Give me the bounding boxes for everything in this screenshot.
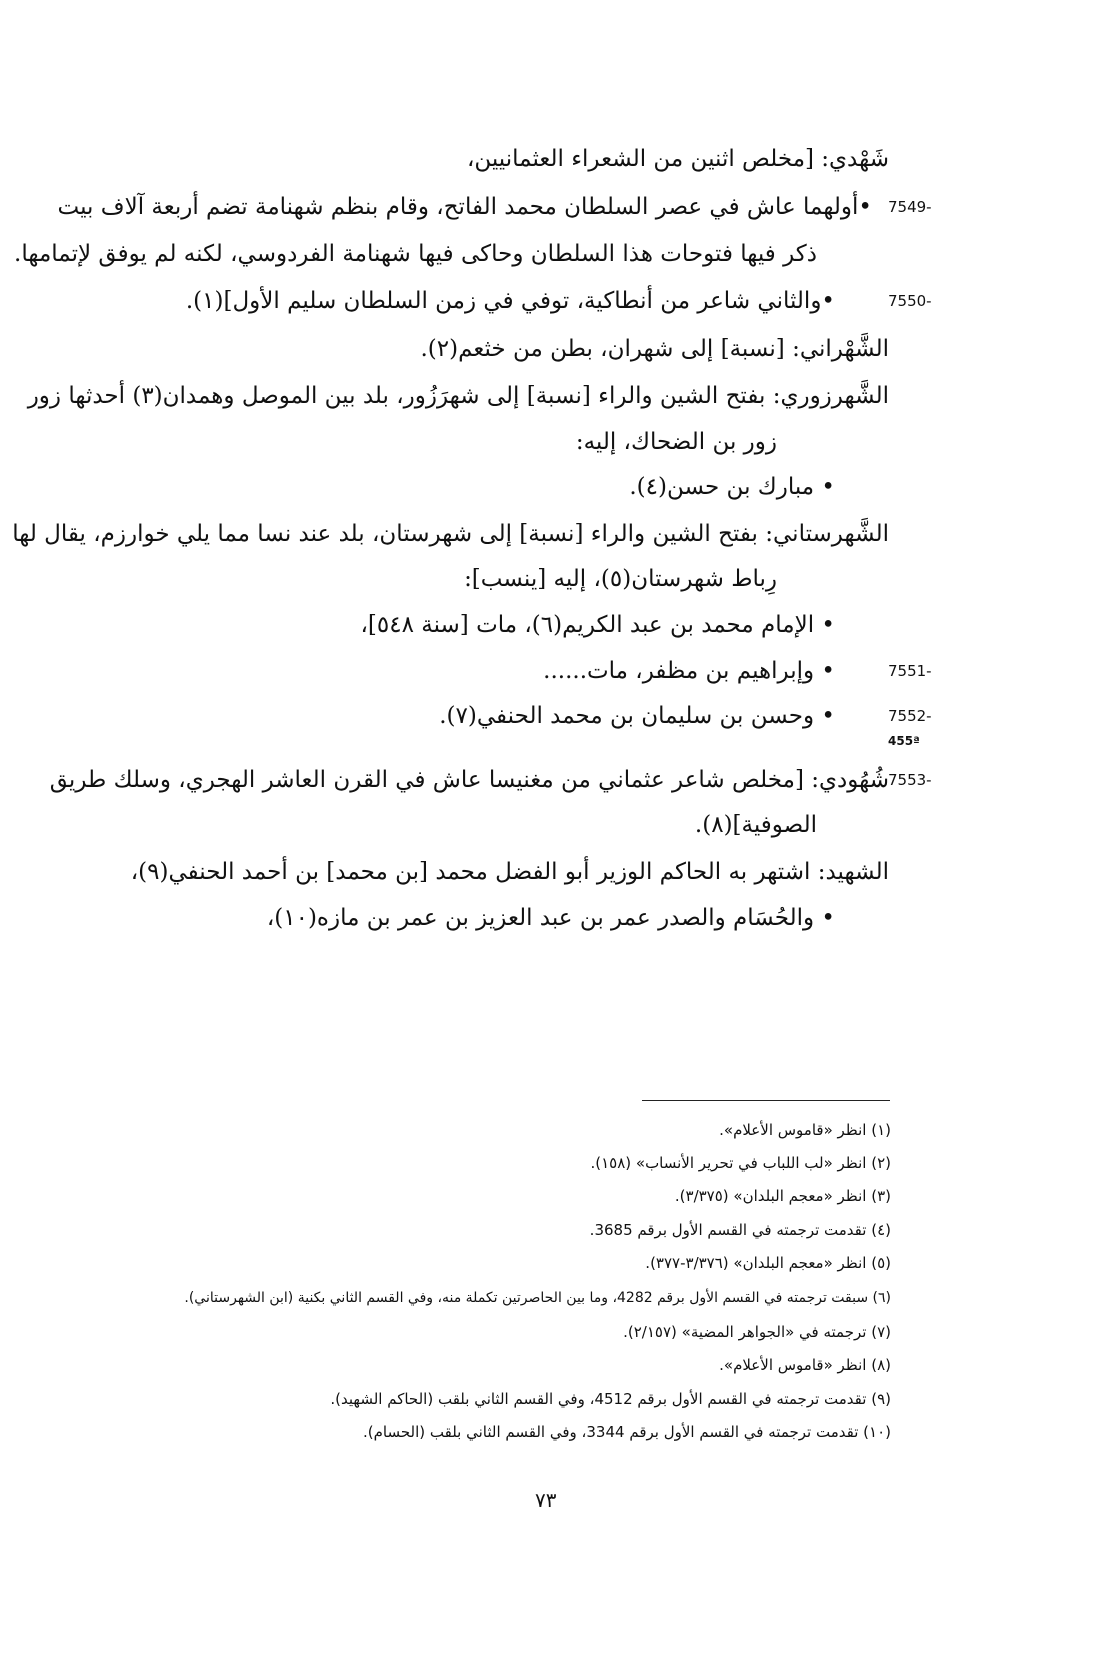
- text-line: • وإبراهيم بن مظفر، مات......: [543, 658, 835, 684]
- text-line: • وحسن بن سليمان بن محمد الحنفي(٧).: [439, 703, 835, 729]
- text-line: الشهيد: اشتهر به الحاكم الوزير أبو الفضل محمد [بن محمد] بن أحمد الحنفي(٩)،: [130, 859, 889, 885]
- page-number: ٧٣: [535, 1488, 557, 1512]
- text-line: ذكر فيها فتوحات هذا السلطان وحاكى فيها شهنامة الفردوسي، لكنه لم يوفق لإتمامها.: [14, 241, 817, 267]
- text-line: شَهْدي: [مخلص اثنين من الشعراء العثمانيين،: [466, 146, 889, 172]
- text-line: شُهُودي: [مخلص شاعر عثماني من مغنيسا عاش في القرن العاشر الهجري، وسلك طريق: [49, 767, 889, 793]
- text-line: زور بن الضحاك، إليه:: [575, 429, 777, 455]
- text-line: الشَّهرستاني: بفتح الشين والراء [نسبة] إلى شهرستان، بلد عند نسا مما يلي خوارزم، يقال لها: [12, 521, 889, 547]
- text-line: • مبارك بن حسن(٤).: [629, 474, 835, 500]
- text-line: • والحُسَام والصدر عمر بن عبد العزيز بن عمر بن مازه(١٠)،: [266, 905, 835, 931]
- footnote: (٢) انظر «لب اللباب في تحرير الأنساب» (١٥٨).: [590, 1154, 891, 1172]
- text-line: •والثاني شاعر من أنطاكية، توفي في زمن السلطان سليم الأول](١).: [185, 288, 835, 314]
- entry-number: 7551-: [888, 662, 932, 680]
- footnote: (١) انظر «قاموس الأعلام».: [719, 1121, 891, 1139]
- manuscript-marker: 455ª: [888, 734, 920, 748]
- footnote: (٧) ترجمته في «الجواهر المضية» (٢/١٥٧).: [623, 1323, 891, 1341]
- text-line: الشَّهرزوري: بفتح الشين والراء [نسبة] إلى شهرَزُور، بلد بين الموصل وهمدان(٣) أحدثها زور: [27, 383, 889, 409]
- entry-number: 7550-: [888, 292, 932, 310]
- entry-number: 7553-: [888, 771, 932, 789]
- footnote: (٨) انظر «قاموس الأعلام».: [719, 1356, 891, 1374]
- entry-number: 7552-: [888, 707, 932, 725]
- footnote: (٦) سبقت ترجمته في القسم الأول برقم 4282، وما بين الحاصرتين تكملة منه، وفي القسم الثاني بكنية (ابن الشهرستاني).: [184, 1290, 891, 1306]
- text-line: رِباط شهرستان(٥)، إليه [ينسب]:: [464, 566, 777, 592]
- text-line: الشَّهْراني: [نسبة] إلى شهران، بطن من خثعم(٢).: [420, 336, 889, 362]
- text-line: •أولهما عاش في عصر السلطان محمد الفاتح، وقام بنظم شهنامة تضم أربعة آلاف بيت: [57, 194, 872, 220]
- footnote: (٤) تقدمت ترجمته في القسم الأول برقم 3685.: [589, 1221, 891, 1239]
- entry-number: 7549-: [888, 198, 932, 216]
- footnote-separator: [642, 1100, 890, 1101]
- footnote: (٥) انظر «معجم البلدان» (٣/٣٧٦-٣٧٧).: [645, 1254, 891, 1272]
- footnote: (١٠) تقدمت ترجمته في القسم الأول برقم 3344، وفي القسم الثاني بلقب (الحسام).: [363, 1423, 891, 1441]
- text-line: الصوفية](٨).: [694, 812, 817, 838]
- footnote: (٩) تقدمت ترجمته في القسم الأول برقم 4512، وفي القسم الثاني بلقب (الحاكم الشهيد).: [330, 1390, 891, 1408]
- text-line: • الإمام محمد بن عبد الكريم(٦)، مات [سنة ٥٤٨]،: [360, 612, 835, 638]
- footnote: (٣) انظر «معجم البلدان» (٣/٣٧٥).: [674, 1187, 891, 1205]
